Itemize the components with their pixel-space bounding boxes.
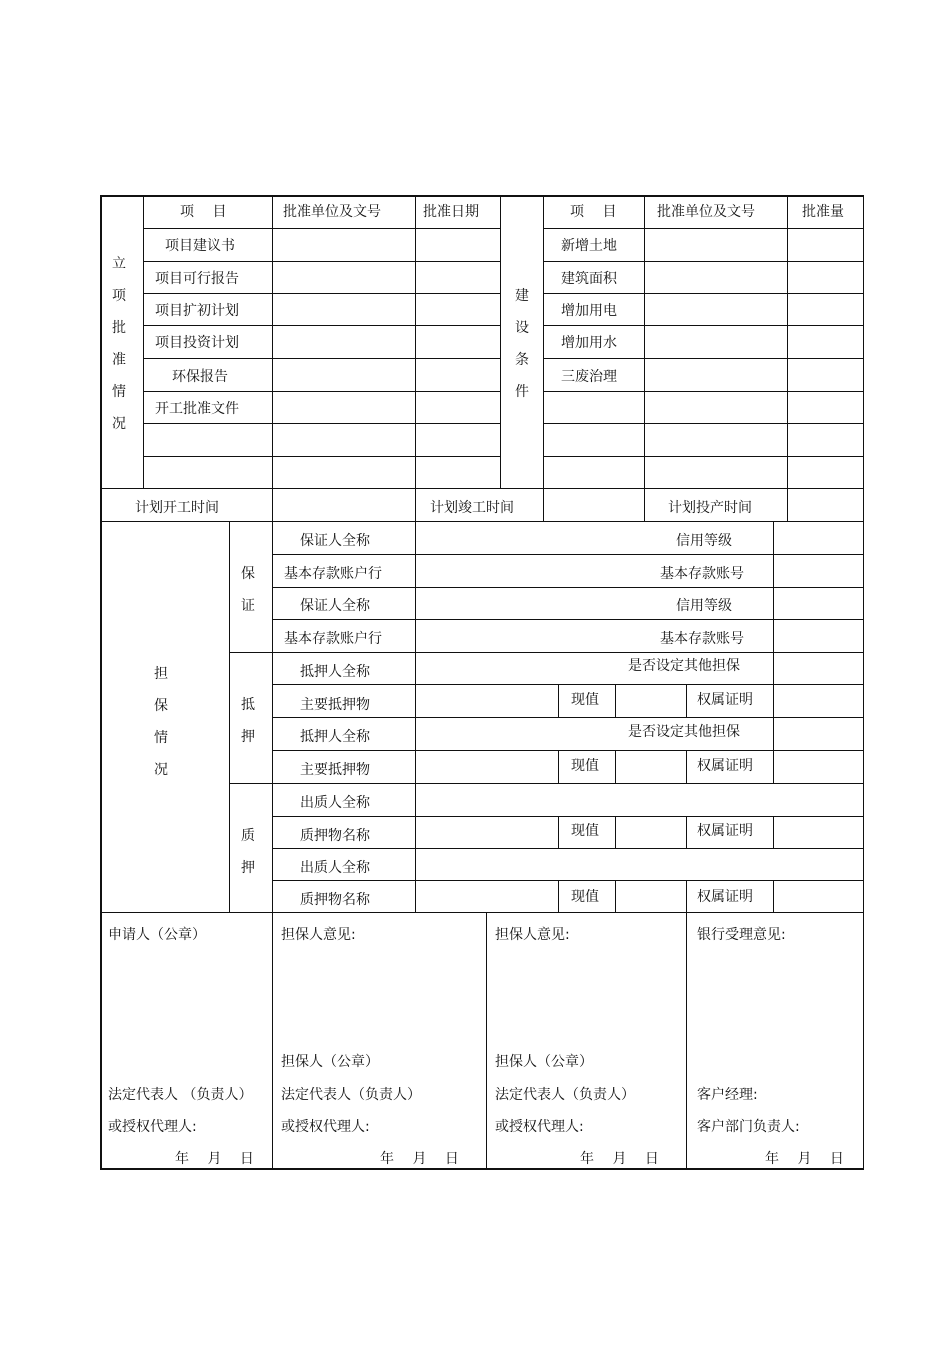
guarantee-section-label: 担 保 情 况 [154,666,168,778]
approval-row-label: 开工批准文件 [155,401,239,417]
construction-header-item: 项 目 [570,204,617,220]
approval-row-label: 项目投资计划 [155,335,239,351]
applicant-title: 申请人（公章） [108,927,206,943]
approval-row-label: 项目可行报告 [155,271,239,287]
pledge-name-label: 出质人全称 [300,860,370,876]
construction-header-amount: 批准量 [802,204,844,220]
surety-row-right: 信用等级 [676,598,732,614]
mortgage-item-label: 主要抵押物 [300,762,370,778]
surety-row-left: 保证人全称 [300,533,370,549]
pledge-item-label: 质押物名称 [300,828,370,844]
mortgage-item-label: 主要抵押物 [300,697,370,713]
approval-row-label: 项目扩初计划 [155,303,239,319]
mortgage-value-label: 现值 [571,758,599,774]
mortgage-cert-label: 权属证明 [697,758,753,774]
bank-dept-head: 客户部门负责人: [697,1119,800,1135]
pledge-value-label: 现值 [571,889,599,905]
mortgage-value-label: 现值 [571,692,599,708]
construction-row-label: 三废治理 [561,369,617,385]
guarantor1-agent: 或授权代理人: [281,1119,370,1135]
pledge-label: 质 押 [241,828,255,876]
mortgage-other-guarantee-label: 是否设定其他担保 [628,724,740,740]
guarantor2-date: 年 月 日 [580,1151,659,1167]
construction-row-label: 增加用水 [561,335,617,351]
pledge-item-label: 质押物名称 [300,892,370,908]
approval-header-date: 批准日期 [423,204,479,220]
guarantor2-agent: 或授权代理人: [495,1119,584,1135]
pledge-cert-label: 权属证明 [697,823,753,839]
bank-title: 银行受理意见: [697,927,786,943]
construction-header-unit-doc: 批准单位及文号 [657,204,755,220]
approval-header-item: 项 目 [180,204,227,220]
applicant-date: 年 月 日 [175,1151,254,1167]
bank-date: 年 月 日 [765,1151,844,1167]
surety-row-right: 信用等级 [676,533,732,549]
surety-row-left: 基本存款账户行 [284,631,382,647]
schedule-finish-label: 计划竣工时间 [430,500,514,516]
construction-row-label: 新增土地 [561,238,617,254]
guarantor1-seal: 担保人（公章） [281,1054,379,1070]
approval-row-label: 项目建议书 [165,238,235,254]
mortgage-name-label: 抵押人全称 [300,664,370,680]
pledge-name-label: 出质人全称 [300,795,370,811]
approval-header-unit-doc: 批准单位及文号 [283,204,381,220]
guarantor2-representative: 法定代表人（负责人） [495,1087,635,1103]
guarantor1-title: 担保人意见: [281,927,356,943]
guarantor1-date: 年 月 日 [380,1151,459,1167]
guarantor2-seal: 担保人（公章） [495,1054,593,1070]
mortgage-label: 抵 押 [241,697,255,745]
approval-section-label: 立 项 批 准 情 况 [112,256,126,432]
mortgage-name-label: 抵押人全称 [300,729,370,745]
surety-row-left: 基本存款账户行 [284,566,382,582]
bank-manager: 客户经理: [697,1087,758,1103]
mortgage-other-guarantee-label: 是否设定其他担保 [628,658,740,674]
applicant-agent: 或授权代理人: [108,1119,197,1135]
surety-row-right: 基本存款账号 [660,631,744,647]
surety-row-left: 保证人全称 [300,598,370,614]
mortgage-cert-label: 权属证明 [697,692,753,708]
construction-row-label: 增加用电 [561,303,617,319]
pledge-cert-label: 权属证明 [697,889,753,905]
schedule-start-label: 计划开工时间 [135,500,219,516]
guarantor2-title: 担保人意见: [495,927,570,943]
construction-section-label: 建 设 条 件 [515,288,529,400]
applicant-representative: 法定代表人 （负责人） [108,1087,253,1103]
approval-row-label: 环保报告 [172,369,228,385]
construction-row-label: 建筑面积 [561,271,617,287]
schedule-production-label: 计划投产时间 [668,500,752,516]
guarantor1-representative: 法定代表人（负责人） [281,1087,421,1103]
surety-row-right: 基本存款账号 [660,566,744,582]
pledge-value-label: 现值 [571,823,599,839]
surety-label: 保 证 [241,566,255,614]
